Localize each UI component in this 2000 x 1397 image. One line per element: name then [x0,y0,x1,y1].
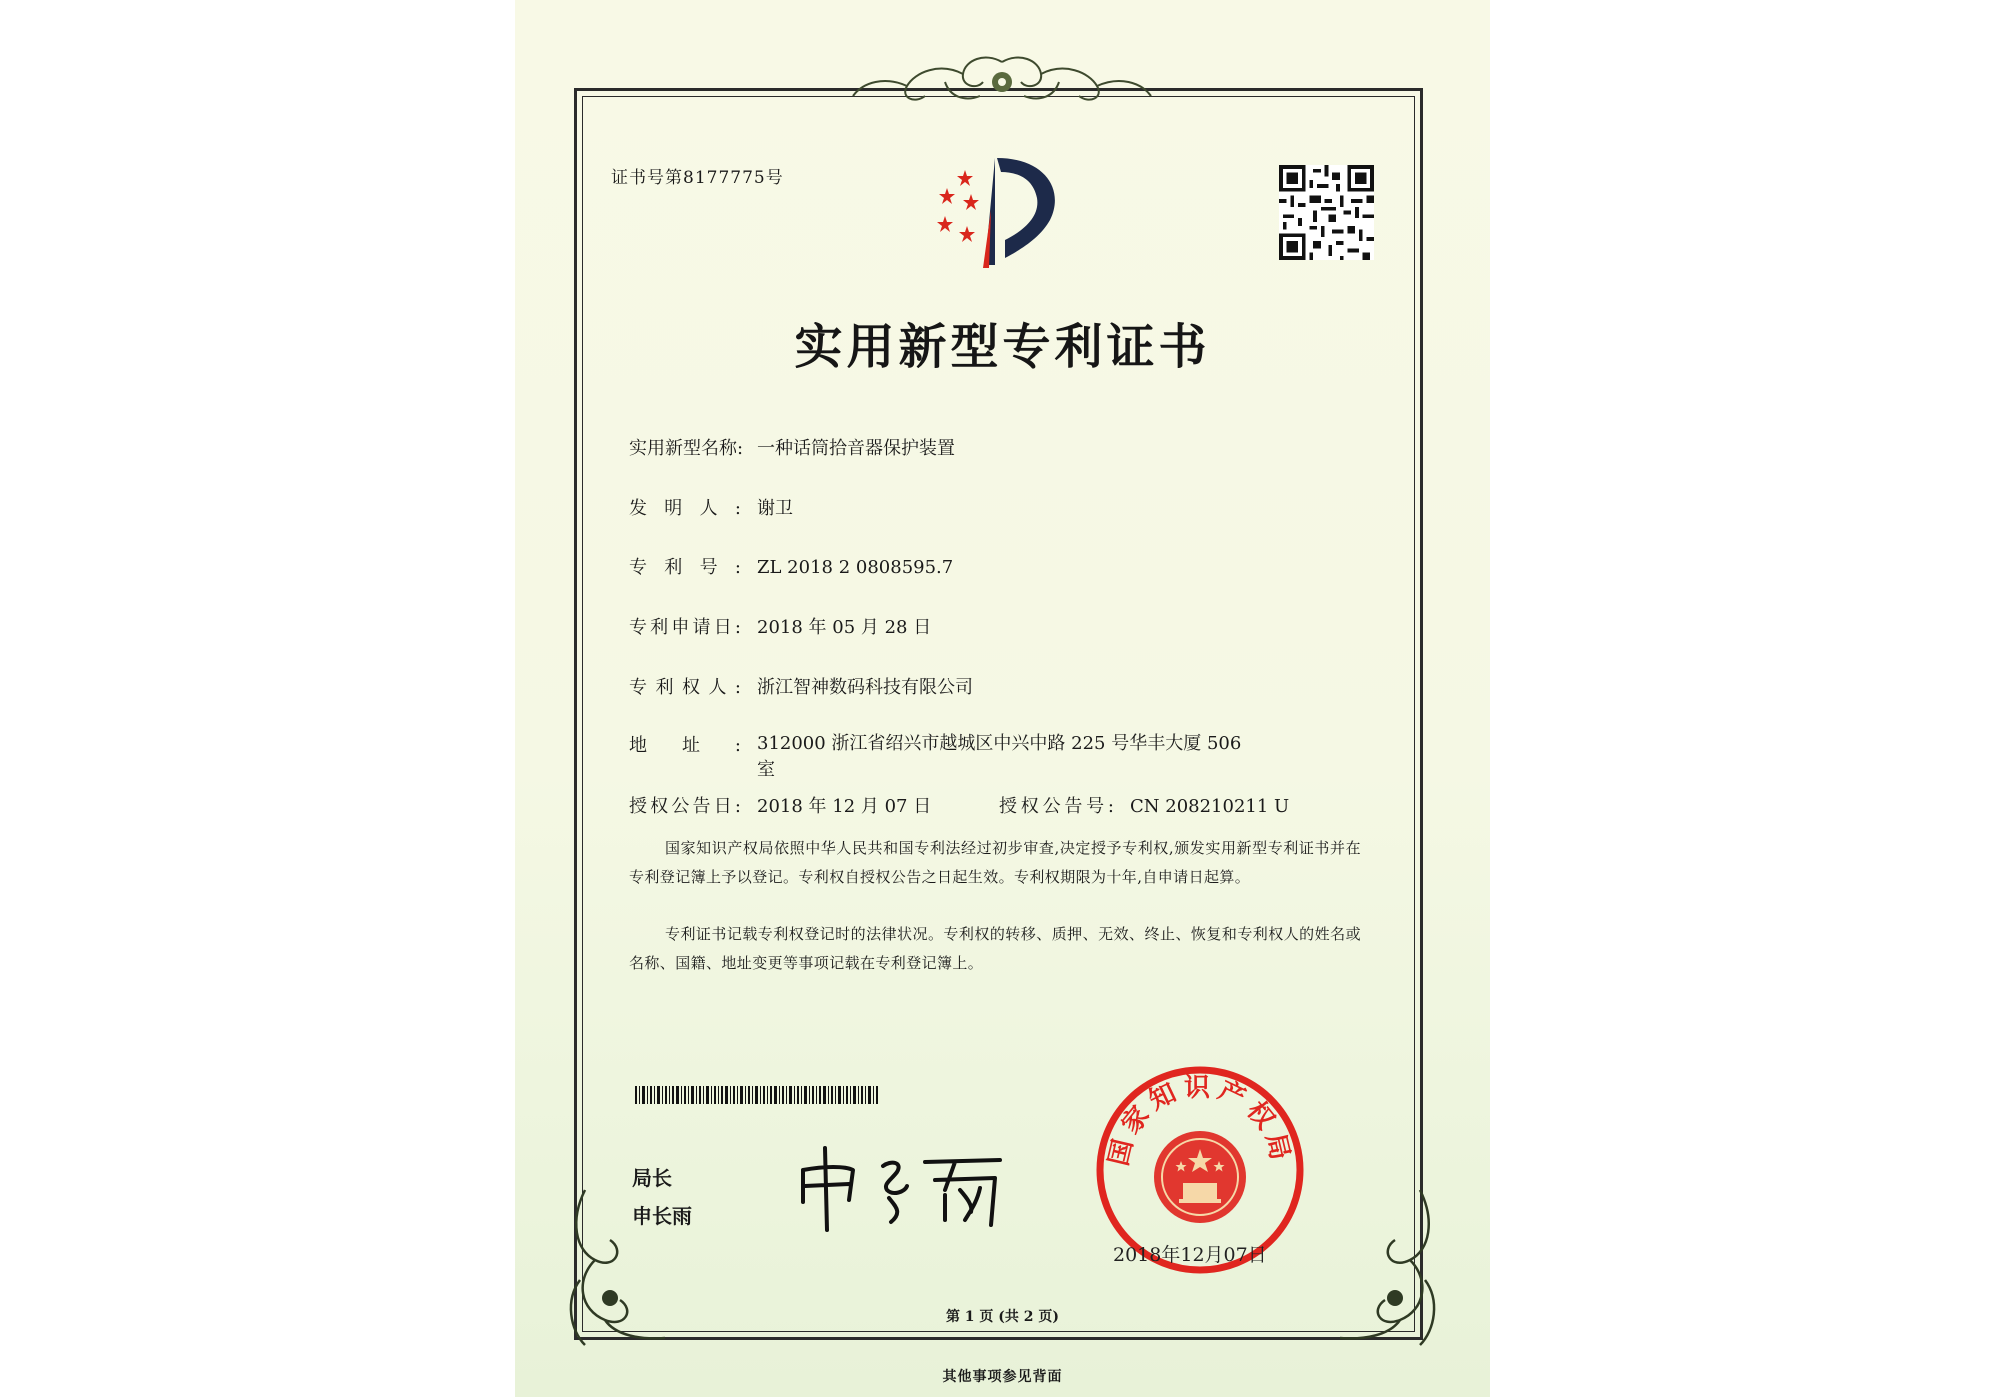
inventor-row [629,494,793,520]
address-value: 312000 浙江省绍兴市越城区中兴中路 225 号华丰大厦 506 室 [757,733,1242,780]
cnipa-logo [925,150,1075,275]
certificate-number: 证书号第8177775号 [611,168,784,188]
name-label: 实用新型名称: [629,438,744,459]
footer-note: 其他事项参见背面 [942,1369,1063,1385]
filing-date-value: 2018 年 05 月 28 日 [757,617,932,638]
grant-number-row [999,792,1289,818]
signer-name: 申长雨 [632,1204,692,1228]
inventor-value: 谢卫 [757,498,793,519]
address-row [629,731,757,757]
patent-number-value: ZL 2018 2 0808595.7 [757,557,954,578]
patent-number-row [629,553,953,579]
holder-row [629,673,973,699]
certificate-title: 实用新型专利证书 [794,319,1211,375]
legal-status-paragraph: 专利证书记载专利权登记时的法律状况。专利权的转移、质押、无效、终止、恢复和专利权人的姓名或名称、国籍、地址变更等事项记载在专利登记簿上。 [629,925,1361,972]
barcode [635,1086,880,1104]
name-row [629,434,955,460]
top-ornament [845,52,1160,114]
holder-label: 专利权人: [629,677,741,698]
grant-date-value: 2018 年 12 月 07 日 [757,796,932,817]
grant-date-label: 授权公告日: [629,796,741,817]
signer-title: 局长 [632,1166,672,1190]
grant-number-value: CN 208210211 U [1130,796,1290,817]
holder-value: 浙江智神数码科技有限公司 [757,677,973,698]
certificate-page [515,0,1490,1397]
page-indicator: 第 1 页 (共 2 页) [945,1309,1060,1325]
grant-date-row [629,792,931,818]
name-value: 一种话筒拾音器保护装置 [757,438,955,459]
address-label: 地址: [629,735,741,756]
handwritten-signature [795,1140,1010,1240]
filing-date-row [629,613,931,639]
grant-statement-paragraph: 国家知识产权局依照中华人民共和国专利法经过初步审查,决定授予专利权,颁发实用新型专利证书并在专利登记簿上予以登记。专利权自授权公告之日起生效。专利权期限为十年,自申请日起算。 [629,839,1361,886]
inventor-label: 发明人: [629,498,741,519]
qr-code[interactable] [1279,165,1374,260]
seal-date: 2018年12月07日 [1113,1244,1267,1266]
filing-date-label: 专利申请日: [629,617,741,638]
grant-number-label: 授权公告号: [999,796,1114,817]
patent-number-label: 专利号: [629,557,741,578]
seal-text: 国家知识产权局 [1103,1073,1297,1169]
